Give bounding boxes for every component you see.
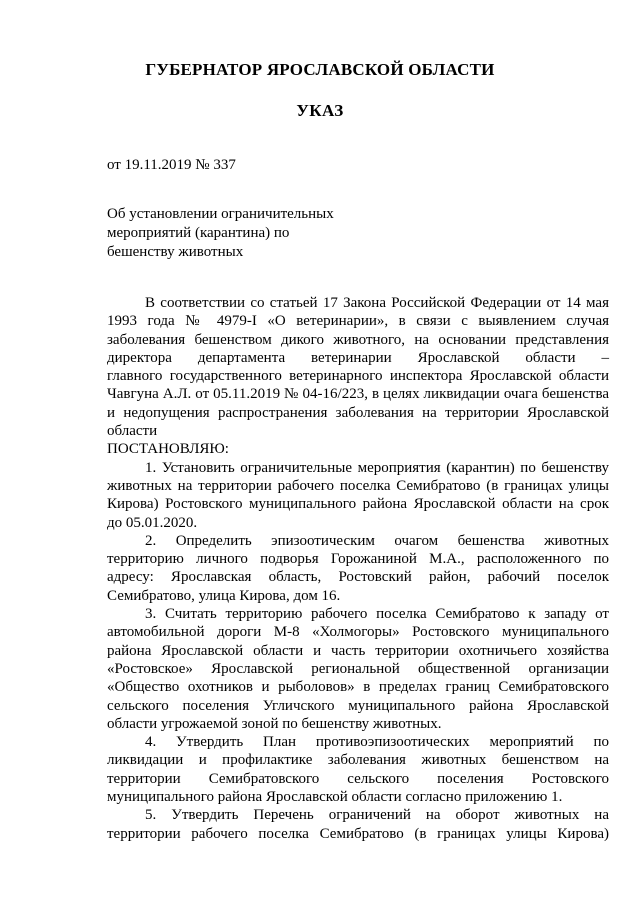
text-line: животных на территории рабочего поселка Семибратово (в границах улицы: [107, 477, 609, 494]
text-line: территории рабочего поселка Семибратово (в границах улицы Кирова): [107, 825, 609, 842]
text-line: заболевания бешенством дикого животного, на основании представления: [107, 331, 609, 348]
text-line: района Ярославской области и часть территории охотничьего хозяйства: [107, 642, 609, 659]
document-date-number: от 19.11.2019 № 337: [107, 157, 236, 173]
text-line: муниципального района Ярославской области согласно приложению 1.: [107, 789, 563, 806]
preamble-paragraph: [107, 294, 609, 440]
document-subject: [107, 205, 334, 262]
decree-item-3: [107, 605, 609, 733]
text-line: Кирова) Ростовского муниципального района Ярославской области на срок: [107, 496, 609, 513]
text-line: адресу: Ярославская область, Ростовский район, рабочий поселок: [107, 569, 609, 586]
text-line: ликвидации и профилактике заболевания животных бешенством на: [107, 752, 609, 769]
text-line: Семибратово, улица Кирова, дом 16.: [107, 587, 341, 604]
decree-item-1: [107, 459, 609, 532]
decree-item-2: [107, 532, 609, 605]
text-line: сельского поселения Угличского муниципального района Ярославской: [107, 697, 609, 714]
document-body: [107, 294, 609, 843]
text-line: ПОСТАНОВЛЯЮ:: [107, 441, 229, 458]
decree-item-4: [107, 733, 609, 806]
subject-line: Об установлении ограничительных: [107, 206, 334, 222]
text-line: 4. Утвердить План противоэпизоотических мероприятий по: [145, 734, 609, 751]
text-line: до 05.01.2020.: [107, 514, 198, 531]
decree-item-5: [107, 806, 609, 843]
text-line: области угрожаемой зоной по бешенству животных.: [107, 715, 442, 732]
text-line: В соответствии со статьей 17 Закона Российской Федерации от 14 мая: [145, 295, 609, 311]
decree-word: [107, 440, 609, 458]
text-line: территории Семибратовского сельского поселения Ростовского: [107, 770, 609, 787]
text-line: главного государственного ветеринарного инспектора Ярославской области: [107, 368, 609, 385]
text-line: «Общество охотников и рыболовов» в пределах границ Семибратовского: [107, 679, 609, 696]
text-line: Чавгуна А.Л. от 05.11.2019 № 04-16/223, в целях ликвидации очага бешенства: [107, 386, 609, 403]
text-line: 1. Установить ограничительные мероприятия (карантин) по бешенству: [145, 459, 609, 476]
text-line: директора департамента ветеринарии Ярославской области –: [107, 349, 609, 366]
subject-line: бешенству животных: [107, 244, 244, 260]
text-line: 2. Определить эпизоотическим очагом бешенства животных: [145, 532, 609, 549]
text-line: 1993 года № 4979-I «О ветеринарии», в связи с выявлением случая: [107, 313, 609, 330]
text-line: территорию личного подворья Горожаниной М.А., расположенного по: [107, 551, 609, 568]
text-line: и недопущения распространения заболевания на территории Ярославской: [107, 404, 609, 421]
text-line: «Ростовское» Ярославской региональной общественной организации: [107, 660, 609, 677]
issuer-title: ГУБЕРНАТОР ЯРОСЛАВСКОЙ ОБЛАСТИ: [145, 60, 495, 79]
text-line: области: [107, 423, 158, 440]
text-line: 3. Считать территорию рабочего поселка Семибратово к западу от: [145, 606, 609, 623]
text-line: автомобильной дороги М-8 «Холмогоры» Ростовского муниципального: [107, 624, 609, 641]
document-type: УКАЗ: [296, 101, 344, 120]
text-line: 5. Утвердить Перечень ограничений на оборот животных на: [145, 807, 609, 824]
subject-line: мероприятий (карантина) по: [107, 225, 290, 241]
